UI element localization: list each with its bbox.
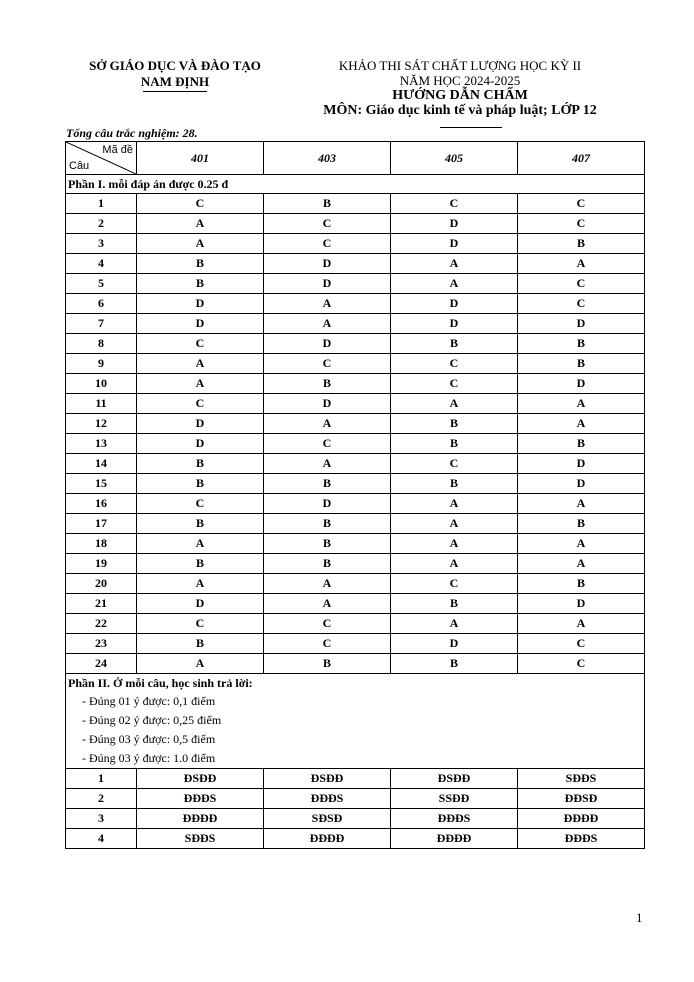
question-number: 10 [66, 374, 137, 394]
answer-row [66, 394, 645, 414]
answer-cell: B [391, 434, 518, 454]
question-number: 3 [66, 234, 137, 254]
scoring-note-row [66, 749, 645, 769]
answer-cell: C [391, 374, 518, 394]
total-questions: Tổng câu trắc nghiệm: 28. [66, 126, 198, 140]
answer-cell: B [264, 554, 391, 574]
answer-cell: B [264, 654, 391, 674]
answer-cell: A [391, 614, 518, 634]
answer-cell: B [264, 514, 391, 534]
answer-cell: A [137, 234, 264, 254]
question-number: 4 [66, 254, 137, 274]
question-number: 2 [66, 214, 137, 234]
answer-cell: D [264, 274, 391, 294]
answer-cell: C [391, 454, 518, 474]
subject-line: MÔN: Giáo dục kinh tế và pháp luật; LỚP 12 [323, 103, 597, 118]
answer-cell: D [391, 294, 518, 314]
answer-cell: A [391, 394, 518, 414]
answer-cell: B [264, 374, 391, 394]
answer-cell: D [391, 214, 518, 234]
answer-row [66, 254, 645, 274]
answer-cell: B [518, 574, 645, 594]
question-number: 6 [66, 294, 137, 314]
question-number: 11 [66, 394, 137, 414]
answer-cell: A [391, 254, 518, 274]
answer-cell: ĐĐSĐ [518, 789, 645, 809]
answer-cell: ĐĐĐĐ [264, 829, 391, 849]
scoring-note-row [66, 692, 645, 711]
answer-cell: D [518, 474, 645, 494]
answer-cell: D [264, 494, 391, 514]
question-number: 12 [66, 414, 137, 434]
answer-row [66, 274, 645, 294]
answer-cell: A [518, 254, 645, 274]
question-number: 19 [66, 554, 137, 574]
question-number: 9 [66, 354, 137, 374]
answer-row [66, 374, 645, 394]
exam-title: KHẢO THI SÁT CHẤT LƯỢNG HỌC KỲ II [338, 58, 582, 73]
answer-row [66, 314, 645, 334]
answer-cell: C [264, 634, 391, 654]
answer-row [66, 534, 645, 554]
answer-cell: SĐĐS [137, 829, 264, 849]
answer-cell: A [264, 314, 391, 334]
answer-cell: C [264, 214, 391, 234]
department-name: SỞ GIÁO DỤC VÀ ĐÀO TẠO [89, 58, 261, 73]
answer-row [66, 789, 645, 809]
question-number: 18 [66, 534, 137, 554]
question-number: 8 [66, 334, 137, 354]
answer-cell: B [518, 434, 645, 454]
answer-cell: D [137, 314, 264, 334]
answer-cell: B [264, 534, 391, 554]
answer-cell: B [137, 554, 264, 574]
page-number: 1 [636, 910, 643, 925]
scoring-note: - Đúng 02 ý được: 0,25 điểm [66, 711, 645, 730]
answer-cell: C [137, 334, 264, 354]
code-header-label: Mã đề [102, 144, 133, 156]
answer-cell: C [264, 614, 391, 634]
answer-cell: B [518, 354, 645, 374]
answer-cell: ĐSĐĐ [391, 769, 518, 789]
question-number: 22 [66, 614, 137, 634]
answer-cell: B [137, 274, 264, 294]
answer-cell: D [264, 254, 391, 274]
answer-cell: C [137, 194, 264, 214]
answer-cell: A [137, 574, 264, 594]
answer-cell: A [518, 494, 645, 514]
answer-row [66, 654, 645, 674]
answer-cell: D [137, 414, 264, 434]
question-number: 24 [66, 654, 137, 674]
answer-row [66, 574, 645, 594]
answer-cell: B [137, 454, 264, 474]
header-underline [143, 91, 207, 92]
answer-cell: B [137, 634, 264, 654]
answer-row [66, 809, 645, 829]
code-header: 401 [137, 142, 264, 175]
question-number: 20 [66, 574, 137, 594]
answer-cell: B [391, 474, 518, 494]
answer-cell: A [137, 534, 264, 554]
answer-cell: A [518, 534, 645, 554]
answer-row [66, 294, 645, 314]
code-header: 405 [391, 142, 518, 175]
answer-cell: B [391, 594, 518, 614]
answer-cell: A [391, 494, 518, 514]
part1-title: Phần I. mỗi đáp án được 0.25 đ [66, 175, 645, 194]
answer-cell: A [518, 414, 645, 434]
question-number: 3 [66, 809, 137, 829]
question-number: 14 [66, 454, 137, 474]
answer-cell: D [264, 394, 391, 414]
question-number: 2 [66, 789, 137, 809]
answer-cell: C [518, 634, 645, 654]
answer-cell: D [137, 434, 264, 454]
answer-cell: A [137, 374, 264, 394]
answer-cell: D [264, 334, 391, 354]
answer-cell: C [137, 394, 264, 414]
scoring-note-row [66, 730, 645, 749]
question-number: 1 [66, 769, 137, 789]
answer-row [66, 769, 645, 789]
exam-header [300, 58, 620, 118]
answer-cell: ĐĐĐĐ [391, 829, 518, 849]
answer-cell: A [518, 554, 645, 574]
answer-cell: A [391, 274, 518, 294]
scoring-note: - Đúng 03 ý được: 1.0 điểm [66, 749, 645, 769]
answer-cell: C [264, 354, 391, 374]
diagonal-header-cell [66, 142, 137, 175]
answer-cell: B [264, 474, 391, 494]
answer-cell: B [518, 514, 645, 534]
question-number: 5 [66, 274, 137, 294]
answer-cell: C [137, 494, 264, 514]
answer-cell: B [518, 234, 645, 254]
code-header: 403 [264, 142, 391, 175]
answer-cell: B [137, 514, 264, 534]
answer-cell: C [518, 214, 645, 234]
answer-cell: D [391, 314, 518, 334]
answer-cell: B [391, 414, 518, 434]
answer-cell: ĐĐĐS [137, 789, 264, 809]
answer-cell: A [264, 454, 391, 474]
answer-cell: A [391, 554, 518, 574]
title-underline [440, 127, 502, 128]
answer-row [66, 634, 645, 654]
answer-cell: A [264, 294, 391, 314]
part2-title-row [66, 674, 645, 693]
part1-title-row [66, 175, 645, 194]
answer-cell: ĐĐĐS [391, 809, 518, 829]
answer-cell: ĐSĐĐ [264, 769, 391, 789]
answer-row [66, 614, 645, 634]
answer-cell: C [391, 574, 518, 594]
part2-title: Phần II. Ở mỗi câu, học sinh trả lời: [66, 674, 645, 693]
question-number: 1 [66, 194, 137, 214]
answer-cell: A [391, 534, 518, 554]
answer-cell: A [264, 414, 391, 434]
answer-cell: D [518, 314, 645, 334]
department-header [70, 58, 280, 92]
answer-row [66, 214, 645, 234]
answer-cell: C [391, 194, 518, 214]
answer-cell: C [518, 294, 645, 314]
answer-row [66, 494, 645, 514]
answer-cell: D [391, 634, 518, 654]
province-name: NAM ĐỊNH [140, 74, 210, 89]
answer-cell: A [137, 214, 264, 234]
answer-row [66, 194, 645, 214]
scoring-note: - Đúng 01 ý được: 0,1 điểm [66, 692, 645, 711]
answer-cell: C [264, 434, 391, 454]
answer-cell: A [391, 514, 518, 534]
question-number: 23 [66, 634, 137, 654]
answer-cell: A [518, 394, 645, 414]
answer-cell: ĐĐĐĐ [137, 809, 264, 829]
answer-cell: C [391, 354, 518, 374]
answer-cell: A [137, 354, 264, 374]
answer-cell: A [518, 614, 645, 634]
answer-cell: ĐSĐĐ [137, 769, 264, 789]
answer-cell: C [137, 614, 264, 634]
question-number: 17 [66, 514, 137, 534]
answer-key-table [65, 141, 645, 849]
answer-cell: D [137, 594, 264, 614]
school-year: NĂM HỌC 2024-2025 [399, 73, 521, 88]
answer-cell: A [137, 654, 264, 674]
answer-cell: B [391, 654, 518, 674]
answer-row [66, 354, 645, 374]
answer-cell: D [391, 234, 518, 254]
answer-cell: D [137, 294, 264, 314]
answer-cell: SSĐĐ [391, 789, 518, 809]
answer-cell: B [137, 254, 264, 274]
question-number: 13 [66, 434, 137, 454]
question-number: 21 [66, 594, 137, 614]
doc-title: HƯỚNG DẪN CHẤM [392, 88, 528, 103]
answer-row [66, 234, 645, 254]
answer-row [66, 414, 645, 434]
answer-row [66, 554, 645, 574]
answer-row [66, 454, 645, 474]
code-header: 407 [518, 142, 645, 175]
scoring-note: - Đúng 03 ý được: 0,5 điểm [66, 730, 645, 749]
answer-row [66, 334, 645, 354]
question-header-label: Câu [69, 160, 90, 172]
answer-cell: ĐĐĐS [518, 829, 645, 849]
answer-cell: C [518, 654, 645, 674]
question-number: 16 [66, 494, 137, 514]
answer-cell: C [264, 234, 391, 254]
scoring-note-row [66, 711, 645, 730]
answer-cell: SĐSĐ [264, 809, 391, 829]
answer-cell: ĐĐĐS [264, 789, 391, 809]
answer-cell: B [264, 194, 391, 214]
answer-cell: B [137, 474, 264, 494]
answer-cell: A [264, 574, 391, 594]
answer-cell: D [518, 454, 645, 474]
table-header-row [66, 142, 645, 175]
answer-cell: D [518, 374, 645, 394]
answer-row [66, 474, 645, 494]
answer-cell: B [518, 334, 645, 354]
question-number: 15 [66, 474, 137, 494]
answer-cell: B [391, 334, 518, 354]
question-number: 4 [66, 829, 137, 849]
answer-row [66, 594, 645, 614]
question-number: 7 [66, 314, 137, 334]
answer-cell: D [518, 594, 645, 614]
answer-cell: A [264, 594, 391, 614]
answer-row [66, 829, 645, 849]
answer-row [66, 434, 645, 454]
answer-cell: C [518, 274, 645, 294]
answer-cell: ĐĐĐĐ [518, 809, 645, 829]
answer-row [66, 514, 645, 534]
answer-cell: SĐĐS [518, 769, 645, 789]
answer-cell: C [518, 194, 645, 214]
